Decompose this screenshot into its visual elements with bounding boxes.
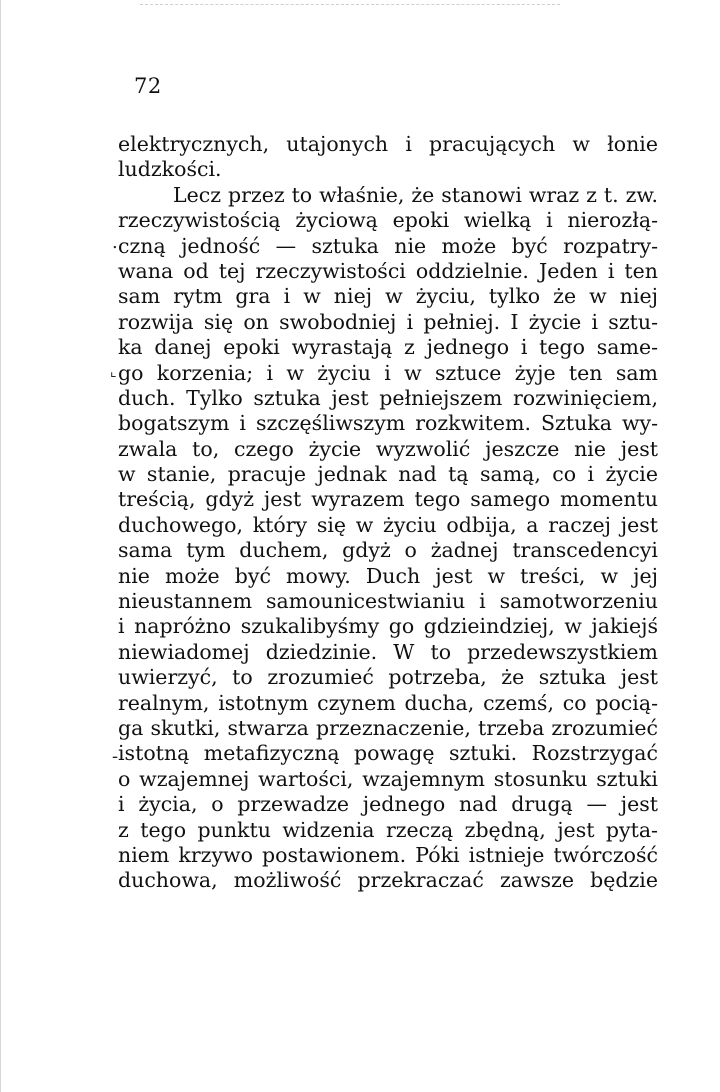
margin-mark-dot: . — [112, 232, 118, 253]
text-line: elektrycznych, utajonych i pracujących w łonie — [118, 132, 658, 156]
text-line: nieustannem samounicestwianiu i samotworzeniu — [118, 589, 658, 614]
text-line: i napróżno szukalibyśmy go gdzieindziej, w jakiejś — [118, 614, 658, 639]
margin-mark-dash: - — [112, 746, 119, 767]
text-line: uwierzyć, to zrozumieć potrzeba, że sztuka jest — [118, 665, 658, 690]
text-line: duch. Tylko sztuka jest pełniejszem rozwinięciem, — [118, 385, 658, 410]
page-left-edge — [0, 0, 1, 1092]
text-line: w stanie, pracuje jednak nad tą samą, co i życie — [118, 462, 658, 487]
text-line: bogatszym i szczęśliwszym rozkwitem. Sztuka wy- — [118, 411, 658, 436]
text-line: ludzkości. — [118, 157, 222, 182]
page-number: 72 — [134, 74, 162, 98]
text-line: zwala to, czego życie wyzwolić jeszcze nie jest — [118, 436, 658, 461]
text-line: niem krzywo postawionem. Póki istnieje twórczość — [118, 842, 658, 867]
text-line: z tego punktu widzenia rzeczą zbędną, jest pyta- — [118, 817, 658, 842]
text-line: o wzajemnej wartości, wzajemnym stosunku sztuki — [118, 766, 658, 791]
text-line: rozwija się on swobodniej i pełniej. I życie i sztu- — [118, 309, 658, 334]
text-line: sama tym duchem, gdyż o żadnej transcedencyi — [118, 538, 658, 563]
text-line: duchowego, który się w życiu odbija, a raczej jest — [118, 512, 658, 537]
text-line: sam rytm gra i w niej w życiu, tylko że w niej — [118, 284, 658, 309]
body-text — [118, 132, 658, 894]
text-line: wana od tej rzeczywistości oddzielnie. Jeden i ten — [118, 258, 658, 283]
margin-mark-corner: ⌞ — [110, 364, 117, 380]
text-line: Lecz przez to właśnie, że stanowi wraz z t. zw. — [173, 182, 658, 207]
text-line: istotną metafizyczną powagę sztuki. Rozstrzygać — [118, 741, 658, 766]
text-line: treścią, gdyż jest wyrazem tego samego momentu — [118, 487, 658, 512]
text-line: duchowa, możliwość przekraczać zawsze będzie — [118, 868, 658, 893]
text-line: ga skutki, stwarza przeznaczenie, trzeba zrozumieć — [118, 715, 658, 740]
text-line: czną jedność — sztuka nie może być rozpatry- — [118, 233, 658, 258]
text-line: go korzenia; i w życiu i w sztuce żyje ten sam — [118, 360, 658, 385]
page-top-edge — [140, 4, 560, 6]
text-line: nie może być mowy. Duch jest w treści, w jej — [118, 563, 658, 588]
text-line: niewiadomej dziedzinie. W to przedewszystkiem — [118, 639, 658, 664]
text-line: realnym, istotnym czynem ducha, czemś, co pocią- — [118, 690, 658, 715]
text-line: rzeczywistością życiową epoki wielką i nierozłą- — [118, 208, 658, 233]
text-line: ka danej epoki wyrastają z jednego i tego same- — [118, 335, 658, 360]
text-line: i życia, o przewadze jednego nad drugą — jest — [118, 792, 658, 817]
